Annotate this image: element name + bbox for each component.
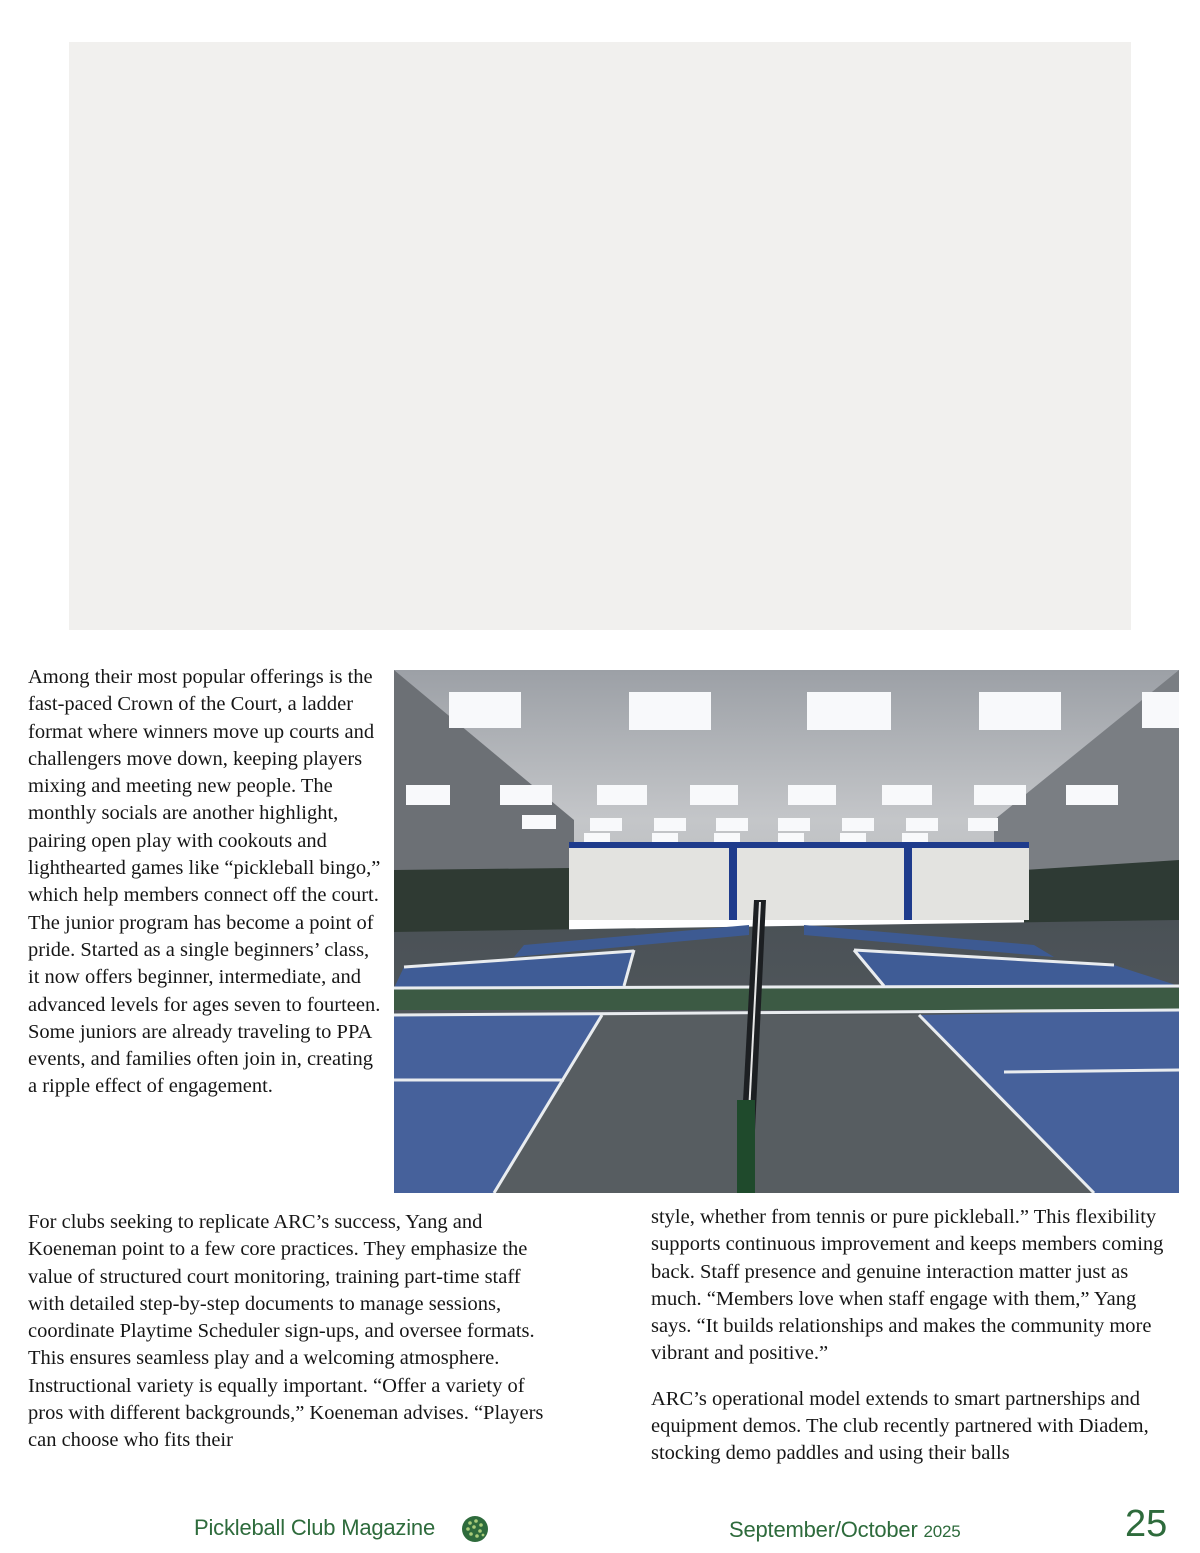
article-paragraph-crown-of-court: Among their most popular offerings is the fast-paced Crown of the Court, a ladder format where winners move up courts and challengers move down, keeping players mixing and meeting new people. The monthly socials are another highlight, pairing open play with cookouts and lighthearted games like “pickleball bingo,” which help members connect off the court. The junior program has become a point of pride. Started as a single beginners’ class, it now offers beginner, intermediate, and advanced levels for ages seven to fourteen. Some juniors are already traveling to PPA events, and families often join in, creating a ripple effect of engagement. — [28, 666, 381, 1098]
magazine-name: Pickleball Club Magazine — [194, 1515, 435, 1540]
issue-year: 2025 — [923, 1522, 961, 1541]
page-footer — [0, 1505, 1200, 1553]
pickleball-icon — [461, 1515, 489, 1543]
issue-date — [729, 1517, 961, 1543]
issue-month: September/October — [729, 1517, 918, 1542]
article-paragraph-style: style, whether from tennis or pure pickleball.” This flexibility supports continuous improvement and keeps members coming back. Staff presence and genuine interaction matter just as much. “Members love when staff engage with them,” Yang says. “It builds relationships and makes the community more vibrant and positive.” — [651, 1206, 1164, 1365]
indoor-courts-photo — [394, 670, 1179, 1193]
article-paragraph-core-practices: For clubs seeking to replicate ARC’s success, Yang and Koeneman point to a few core practices. They emphasize the value of structured court monitoring, training part-time staff with detailed step-by-step documents to manage sessions, coordinate Playtime Scheduler sign-ups, and oversee formats. This ensures seamless play and a welcoming atmosphere. Instructional variety is equally important. “Offer a variety of pros with different backgrounds,” Koeneman advises. “Players can choose who fits their — [28, 1211, 544, 1452]
article-right-column — [651, 1204, 1181, 1468]
page-number: 25 — [1125, 1503, 1168, 1545]
article-paragraph-partnerships: ARC’s operational model extends to smart partnerships and equipment demos. The club recently partnered with Diadem, stocking demo paddles and using their balls — [651, 1387, 1149, 1465]
hero-image-placeholder — [69, 42, 1131, 630]
